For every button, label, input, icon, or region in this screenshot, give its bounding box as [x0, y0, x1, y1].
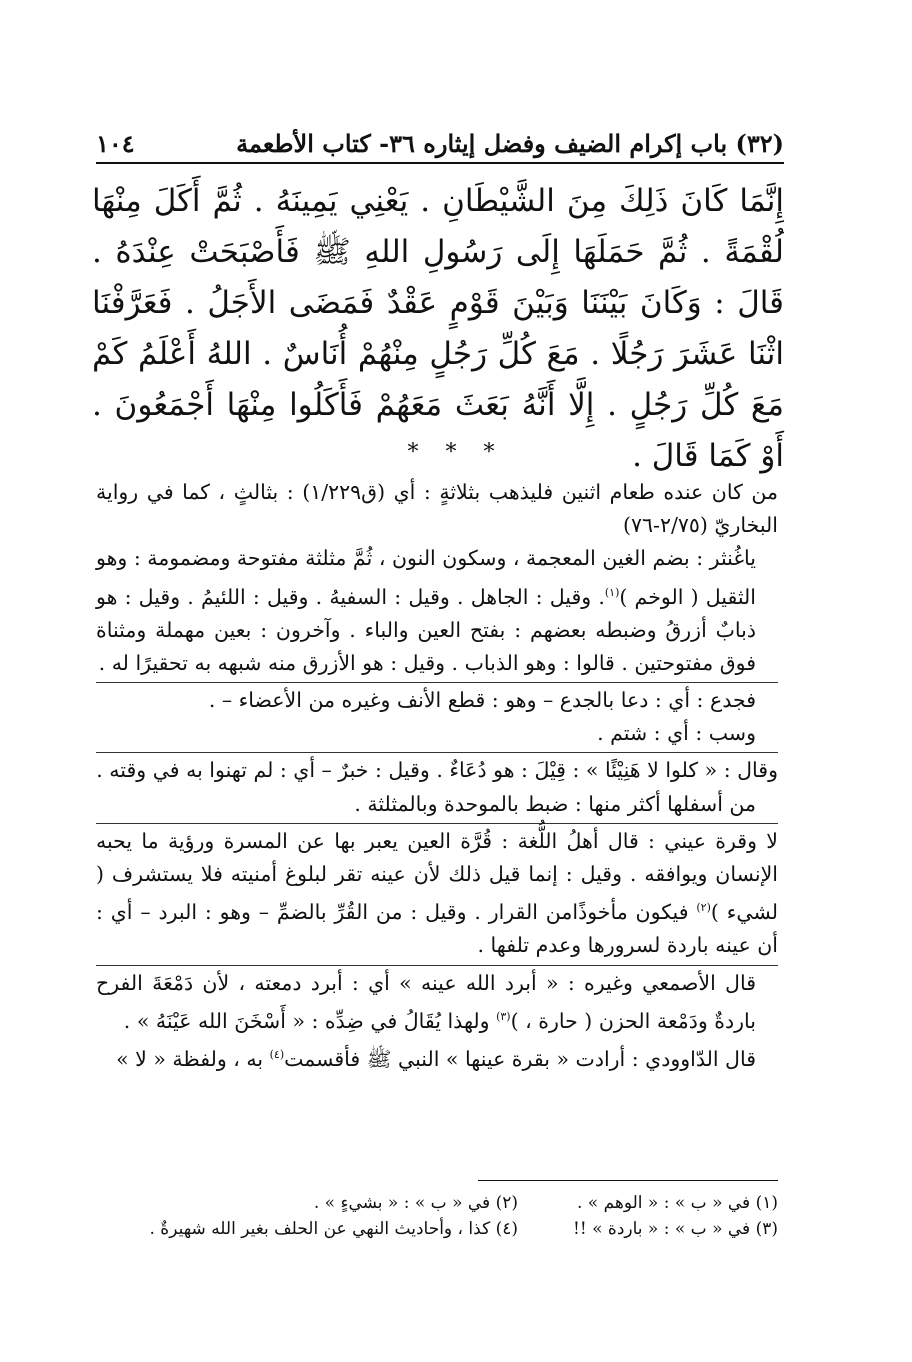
commentary-paragraph [96, 542, 778, 680]
commentary-paragraph: من أسفلها أكثر منها : ضبط بالموحدة وبالمثلثة . [354, 791, 756, 816]
footnote: (٤) كذا ، وأحاديث النهي عن الحلف بغير الله شهيرةٌ . [149, 1219, 518, 1239]
commentary-text: ولهذا يُقَالُ في ضِدِّه : « أَسْخَنَ الله عَيْنَهُ » . [123, 1008, 497, 1033]
commentary-text: قال الأصمعي وغيره : « أبرد الله عينه » أي : أبرد دمعته ، لأن دَمْعَةَ الفرح باردةٌ ودَمْعة الحزن ( حارة ، ) [96, 970, 756, 1033]
footnote: (١) في « ب » : « الوهم » . [576, 1193, 778, 1213]
commentary-paragraph [96, 823, 778, 963]
footnote-marker: (٣) [496, 1009, 511, 1023]
commentary-paragraph: فجدع : أي : دعا بالجدع – وهو : قطع الأنف وغيره من الأعضاء – . [96, 682, 778, 717]
commentary-paragraph: وقال : « كلوا لا هَنِيْئًا » : قِيْلَ : هو دُعَاءٌ . وقيل : خبرٌ – أي : لم تهنوا به في وقته . [96, 752, 778, 787]
commentary-paragraph [96, 1038, 778, 1076]
commentary-text: قال الدّاوودي : أرادت « بقرة عينها » النبي ﷺ فأقسمت [284, 1046, 756, 1071]
commentary-text: . وقيل : الجاهل . وقيل : السفيهُ . وقيل : اللئيمُ . وقيل : هو ذبابٌ أزرقُ وضبطه بعضهم : بفتح العين والباء . وآخرون : بعين مهملة ومثناة فوق مفتوحتين . قالوا : وهو الذباب . وقيل : هو الأزرق منه شبهه به تحقيرًا له . [96, 584, 756, 675]
section-separator: * * * [407, 440, 505, 465]
hadith-text: إِنَّمَا كَانَ ذَلِكَ مِنَ الشَّيْطَانِ . يَعْنِي يَمِينَهُ . ثُمَّ أَكَلَ مِنْهَا لُقْمَةً . ثُمَّ حَمَلَهَا إِلَى رَسُولِ اللهِ ﷺ فَأَصْبَحَتْ عِنْدَهُ . قَالَ : وَكَانَ بَيْنَنَا وَبَيْنَ قَوْمٍ عَقْدٌ فَمَضَى الأَجَلُ . فَعَرَّفْنَا اثْنَا عَشَرَ رَجُلًا . مَعَ كُلِّ رَجُلٍ مِنْهُمْ أُنَاسٌ . اللهُ أَعْلَمُ كَمْ مَعَ كُلِّ رَجُلٍ . إِلَّا أَنَّهُ بَعَثَ مَعَهُمْ فَأَكَلُوا مِنْهَا أَجْمَعُونَ . أَوْ كَمَا قَالَ . [92, 183, 784, 474]
footnote-marker: (٤) [269, 1047, 285, 1061]
footnote: (٣) في « ب » : « باردة » !! [573, 1219, 778, 1239]
footnote-row [120, 1216, 778, 1242]
footnote: (٢) في « ب » : « بشيءٍ » . [313, 1193, 518, 1213]
footnotes [120, 1190, 778, 1242]
commentary-paragraph: من كان عنده طعام اثنين فليذهب بثلاثةٍ : أي (ق١/٢٢٩) : بثالثٍ ، كما في رواية البخاريّ (٢/٧٥-٧٦) [96, 480, 778, 538]
page-number: ١٠٤ [96, 129, 135, 158]
commentary-text: فيكون مأخوذًامن القرار . وقيل : من القُرِّ بالضمِّ – وهو : البرد – أي : أن عينه باردة لسرورها وعدم تلفها . [96, 900, 778, 958]
running-header [96, 118, 784, 164]
footnote-row [120, 1190, 778, 1216]
commentary-paragraph [96, 965, 778, 1038]
commentary-text: ياغُنثر : بضم الغين المعجمة ، وسكون النون ، ثُمَّ مثلثة مفتوحة ومضمومة : وهو الثقيل ( الوخم ) [96, 546, 756, 609]
commentary-paragraph: وسب : أي : شتم . [597, 721, 756, 746]
footnote-divider [478, 1180, 778, 1181]
commentary-text: به ، ولفظة « لا » [116, 1046, 270, 1071]
chapter-title: (٣٢) باب إكرام الضيف وفضل إيثاره ٣٦- كتاب الأطعمة [236, 129, 784, 158]
footnote-marker: (١) [604, 585, 620, 599]
commentary [96, 476, 778, 1076]
footnote-marker: (٢) [696, 901, 711, 915]
commentary-text: لا وقرة عيني : قال أهلُ اللُّغة : قُرَّة العين يعبر بها عن المسرة ورؤية ما يحبه الإنسان ويوافقه . وقيل : إنما قيل ذلك لأن عينه تقر لبلوغ أمنيته فلا يستشرف ( لشيء ) [96, 828, 778, 925]
